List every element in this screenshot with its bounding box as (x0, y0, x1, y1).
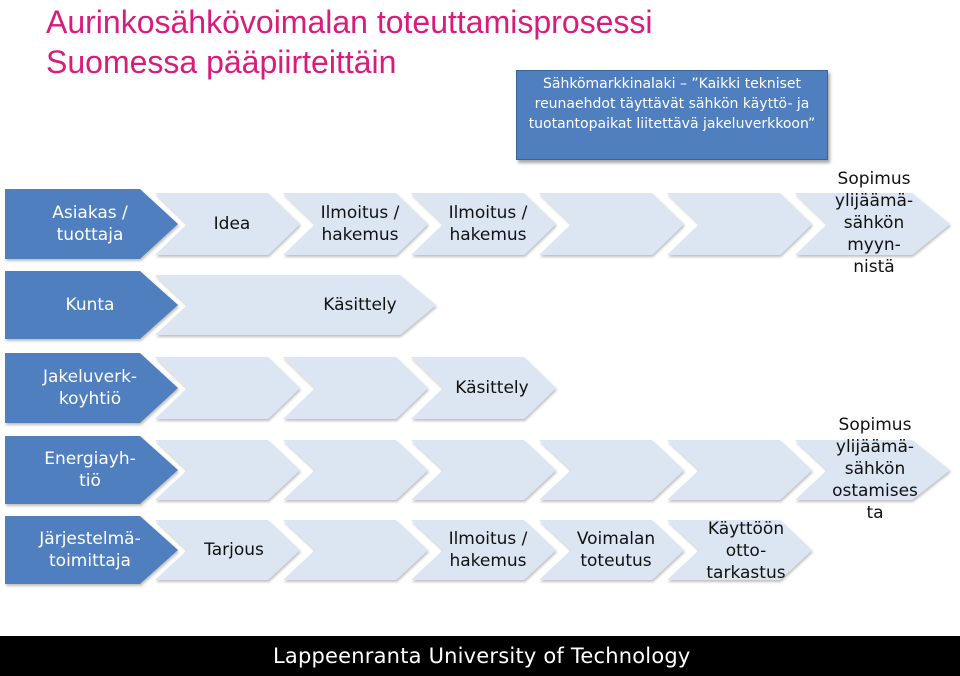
step-label-sopimus-ostamisesta: Sopimus ylijäämä- sähkön ostamises ta (832, 415, 918, 523)
step-chevron (667, 193, 812, 255)
step-label-sopimus-myynnista: Sopimus ylijäämä- sähkön myyn- nistä (834, 169, 914, 277)
step-label-ilmoitus-hakemus: Ilmoitus / hakemus (448, 529, 528, 571)
step-chevron (283, 357, 428, 419)
step-chevron (539, 193, 684, 255)
university-name: Lappeenranta University of Technology (273, 644, 691, 668)
actor-label-jarjestelmatoimittaja: Järjestelmä- toimittaja (39, 529, 141, 571)
step-label-voimalan-toteutus: Voimalan toteutus (576, 529, 656, 571)
step-label-kasittely: Käsittely (455, 378, 529, 398)
step-chevron (283, 520, 428, 580)
step-label-idea: Idea (213, 214, 251, 234)
step-chevron (539, 440, 684, 500)
actor-label-asiakas: Asiakas / tuottaja (52, 203, 128, 245)
legislation-note: Sähkömarkkinalaki – ”Kaikki tekniset reunaehdot täyttävät sähkön käyttö- ja tuotantopaikat liitettävä jakeluverkkoon” (516, 70, 828, 160)
step-label-kayttoonottotarkastus: Käyttöön otto- tarkastus (706, 519, 786, 583)
step-chevron (283, 440, 428, 500)
actor-label-jakeluverkkoyhtio: Jakeluverk- koyhtiö (42, 367, 138, 409)
actor-label-kunta: Kunta (65, 295, 115, 315)
actor-label-energiayhtio: Energiayh- tiö (44, 449, 136, 491)
step-label-kasittely: Käsittely (323, 295, 397, 315)
footer-bar (0, 636, 960, 676)
step-chevron (411, 440, 556, 500)
step-label-tarjous: Tarjous (204, 540, 264, 560)
page-title: Aurinkosähkövoimalan toteuttamisprosessi Suomessa pääpiirteittäin (46, 4, 653, 80)
step-label-ilmoitus-hakemus: Ilmoitus / hakemus (320, 203, 400, 245)
step-label-ilmoitus-hakemus: Ilmoitus / hakemus (448, 203, 528, 245)
step-chevron (667, 440, 812, 500)
